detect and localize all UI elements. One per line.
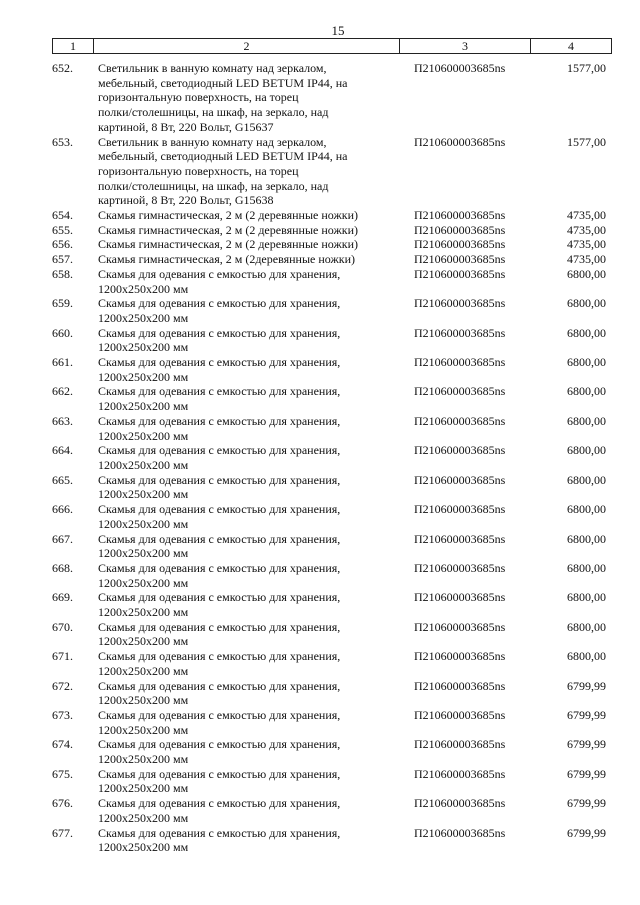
row-number: 667. [52, 531, 73, 546]
row-price: 4735,00 [567, 252, 606, 267]
description-line: полки/столешницы, на шкаф, на зеркало, над [98, 105, 329, 120]
description-line: Скамья для одевания с емкостью для хранения, [98, 737, 341, 752]
row-description [98, 649, 414, 678]
row-code: П210600003685ns [414, 266, 506, 281]
table-row [52, 767, 612, 796]
row-number: 665. [52, 472, 73, 487]
table-row [52, 135, 612, 209]
row-number: 660. [52, 325, 73, 340]
description-line: 1200х250х200 мм [98, 634, 189, 649]
description-line: 1200х250х200 мм [98, 457, 189, 472]
row-description [98, 443, 414, 472]
description-line: 1200х250х200 мм [98, 281, 189, 296]
row-code: П210600003685ns [414, 707, 506, 722]
row-number: 662. [52, 384, 73, 399]
row-number: 664. [52, 443, 73, 458]
row-number: 657. [52, 252, 73, 267]
description-line: мебельный, светодиодный LED BETUM IP44, на [98, 149, 348, 164]
table-row [52, 252, 612, 267]
row-number: 652. [52, 61, 73, 75]
description-line: 1200х250х200 мм [98, 605, 189, 620]
table-row [52, 561, 612, 590]
row-number: 669. [52, 590, 73, 605]
table-row [52, 326, 612, 355]
row-description [98, 561, 414, 590]
row-price: 6800,00 [567, 413, 606, 428]
row-price: 1577,00 [567, 134, 606, 149]
table-row [52, 414, 612, 443]
table-row [52, 61, 612, 135]
description-line: Скамья для одевания с емкостью для хранения, [98, 531, 341, 546]
table-row [52, 590, 612, 619]
row-number: 663. [52, 413, 73, 428]
row-number: 656. [52, 237, 73, 252]
row-number: 659. [52, 296, 73, 311]
row-number: 677. [52, 825, 73, 840]
row-description [98, 252, 414, 267]
description-line: Скамья гимнастическая, 2 м (2 деревянные ножки) [98, 208, 358, 223]
row-price: 6800,00 [567, 266, 606, 281]
row-code: П210600003685ns [414, 296, 506, 311]
row-code: П210600003685ns [414, 413, 506, 428]
row-number: 673. [52, 707, 73, 722]
description-line: Скамья для одевания с емкостью для хранения, [98, 560, 341, 575]
row-description [98, 473, 414, 502]
table-row [52, 296, 612, 325]
row-price: 4735,00 [567, 222, 606, 237]
description-line: 1200х250х200 мм [98, 340, 189, 355]
table-row [52, 708, 612, 737]
row-code: П210600003685ns [414, 384, 506, 399]
description-line: Светильник в ванную комнату над зеркалом, [98, 134, 327, 149]
row-number: 671. [52, 649, 73, 664]
row-price: 6800,00 [567, 443, 606, 458]
description-line: 1200х250х200 мм [98, 487, 189, 502]
description-line: Скамья для одевания с емкостью для хранения, [98, 266, 341, 281]
description-line: Скамья для одевания с емкостью для хранения, [98, 443, 341, 458]
row-price: 6800,00 [567, 531, 606, 546]
row-description [98, 502, 414, 531]
row-number: 653. [52, 134, 73, 149]
description-line: горизонтальную поверхность, на торец [98, 163, 299, 178]
header-col-3: 3 [400, 39, 531, 53]
table-body [52, 61, 612, 855]
row-price: 4735,00 [567, 208, 606, 223]
table-row [52, 502, 612, 531]
row-price: 6799,99 [567, 766, 606, 781]
description-line: Скамья гимнастическая, 2 м (2деревянные ножки) [98, 252, 355, 267]
row-code: П210600003685ns [414, 590, 506, 605]
row-number: 676. [52, 796, 73, 811]
description-line: Скамья для одевания с емкостью для хранения, [98, 825, 341, 840]
row-description [98, 737, 414, 766]
row-code: П210600003685ns [414, 325, 506, 340]
row-price: 6799,99 [567, 825, 606, 840]
description-line: Скамья гимнастическая, 2 м (2 деревянные ножки) [98, 237, 358, 252]
row-code: П210600003685ns [414, 252, 506, 267]
description-line: 1200х250х200 мм [98, 516, 189, 531]
row-price: 6800,00 [567, 325, 606, 340]
table-row [52, 796, 612, 825]
table-row [52, 355, 612, 384]
row-description [98, 237, 414, 252]
description-line: Скамья для одевания с емкостью для хранения, [98, 384, 341, 399]
description-line: Скамья для одевания с емкостью для хранения, [98, 296, 341, 311]
row-price: 6800,00 [567, 355, 606, 370]
description-line: Скамья для одевания с емкостью для хранения, [98, 649, 341, 664]
row-description [98, 796, 414, 825]
row-price: 6800,00 [567, 619, 606, 634]
header-col-1: 1 [53, 39, 94, 53]
row-description [98, 767, 414, 796]
description-line: 1200х250х200 мм [98, 840, 189, 855]
row-description [98, 267, 414, 296]
row-description [98, 296, 414, 325]
table-row [52, 620, 612, 649]
description-line: картиной, 8 Вт, 220 Вольт, G15638 [98, 193, 274, 208]
row-code: П210600003685ns [414, 560, 506, 575]
table-row [52, 443, 612, 472]
row-number: 668. [52, 560, 73, 575]
row-price: 1577,00 [567, 61, 606, 75]
row-number: 674. [52, 737, 73, 752]
row-code: П210600003685ns [414, 61, 506, 75]
row-description [98, 679, 414, 708]
row-price: 4735,00 [567, 237, 606, 252]
row-description [98, 326, 414, 355]
row-price: 6800,00 [567, 296, 606, 311]
row-number: 666. [52, 502, 73, 517]
description-line: 1200х250х200 мм [98, 810, 189, 825]
description-line: Скамья для одевания с емкостью для хранения, [98, 355, 341, 370]
row-code: П210600003685ns [414, 649, 506, 664]
header-col-2: 2 [94, 39, 400, 53]
description-line: полки/столешницы, на шкаф, на зеркало, над [98, 178, 329, 193]
row-number: 670. [52, 619, 73, 634]
row-description [98, 208, 414, 223]
row-code: П210600003685ns [414, 766, 506, 781]
row-number: 661. [52, 355, 73, 370]
row-price: 6800,00 [567, 502, 606, 517]
description-line: Скамья для одевания с емкостью для хранения, [98, 766, 341, 781]
description-line: Скамья для одевания с емкостью для хранения, [98, 590, 341, 605]
row-code: П210600003685ns [414, 134, 506, 149]
description-line: 1200х250х200 мм [98, 546, 189, 561]
row-code: П210600003685ns [414, 502, 506, 517]
row-description [98, 355, 414, 384]
table-row [52, 679, 612, 708]
description-line: Скамья для одевания с емкостью для хранения, [98, 619, 341, 634]
row-price: 6800,00 [567, 560, 606, 575]
row-description [98, 590, 414, 619]
table-header [52, 38, 612, 54]
description-line: Скамья для одевания с емкостью для хранения, [98, 472, 341, 487]
row-description [98, 826, 414, 855]
description-line: 1200х250х200 мм [98, 399, 189, 414]
description-line: Скамья для одевания с емкостью для хранения, [98, 678, 341, 693]
table-row [52, 237, 612, 252]
row-price: 6800,00 [567, 590, 606, 605]
row-code: П210600003685ns [414, 619, 506, 634]
row-price: 6799,99 [567, 678, 606, 693]
row-description [98, 61, 414, 135]
header-col-4: 4 [568, 39, 574, 53]
row-description [98, 135, 414, 209]
description-line: Скамья для одевания с емкостью для хранения, [98, 502, 341, 517]
description-line: 1200х250х200 мм [98, 781, 189, 796]
description-line: Скамья для одевания с емкостью для хранения, [98, 707, 341, 722]
row-code: П210600003685ns [414, 355, 506, 370]
row-price: 6799,99 [567, 796, 606, 811]
table-row [52, 223, 612, 238]
row-number: 658. [52, 266, 73, 281]
row-code: П210600003685ns [414, 796, 506, 811]
row-code: П210600003685ns [414, 531, 506, 546]
description-line: Светильник в ванную комнату над зеркалом, [98, 61, 327, 75]
row-description [98, 384, 414, 413]
table-row [52, 267, 612, 296]
page-number: 15 [331, 23, 345, 38]
row-description [98, 532, 414, 561]
table-row [52, 384, 612, 413]
row-code: П210600003685ns [414, 737, 506, 752]
row-code: П210600003685ns [414, 472, 506, 487]
description-line: 1200х250х200 мм [98, 693, 189, 708]
row-code: П210600003685ns [414, 222, 506, 237]
row-code: П210600003685ns [414, 825, 506, 840]
row-description [98, 223, 414, 238]
row-code: П210600003685ns [414, 208, 506, 223]
description-line: 1200х250х200 мм [98, 575, 189, 590]
description-line: 1200х250х200 мм [98, 310, 189, 325]
description-line: 1200х250х200 мм [98, 722, 189, 737]
table-row [52, 737, 612, 766]
row-description [98, 414, 414, 443]
description-line: 1200х250х200 мм [98, 752, 189, 767]
table-row [52, 208, 612, 223]
row-price: 6800,00 [567, 472, 606, 487]
table-row [52, 473, 612, 502]
description-line: Скамья для одевания с емкостью для хранения, [98, 796, 341, 811]
row-code: П210600003685ns [414, 678, 506, 693]
row-price: 6799,99 [567, 737, 606, 752]
row-code: П210600003685ns [414, 443, 506, 458]
row-price: 6800,00 [567, 649, 606, 664]
description-line: Скамья для одевания с емкостью для хранения, [98, 413, 341, 428]
row-price: 6800,00 [567, 384, 606, 399]
table-row [52, 826, 612, 855]
description-line: Скамья гимнастическая, 2 м (2 деревянные ножки) [98, 222, 358, 237]
description-line: Скамья для одевания с емкостью для хранения, [98, 325, 341, 340]
table-row [52, 649, 612, 678]
row-price: 6799,99 [567, 707, 606, 722]
row-number: 655. [52, 222, 73, 237]
description-line: 1200х250х200 мм [98, 428, 189, 443]
row-description [98, 708, 414, 737]
row-description [98, 620, 414, 649]
table-row [52, 532, 612, 561]
description-line: 1200х250х200 мм [98, 663, 189, 678]
row-code: П210600003685ns [414, 237, 506, 252]
description-line: 1200х250х200 мм [98, 369, 189, 384]
description-line: горизонтальную поверхность, на торец [98, 90, 299, 105]
row-number: 675. [52, 766, 73, 781]
row-number: 672. [52, 678, 73, 693]
row-number: 654. [52, 208, 73, 223]
description-line: картиной, 8 Вт, 220 Вольт, G15637 [98, 119, 274, 134]
description-line: мебельный, светодиодный LED BETUM IP44, на [98, 75, 348, 90]
